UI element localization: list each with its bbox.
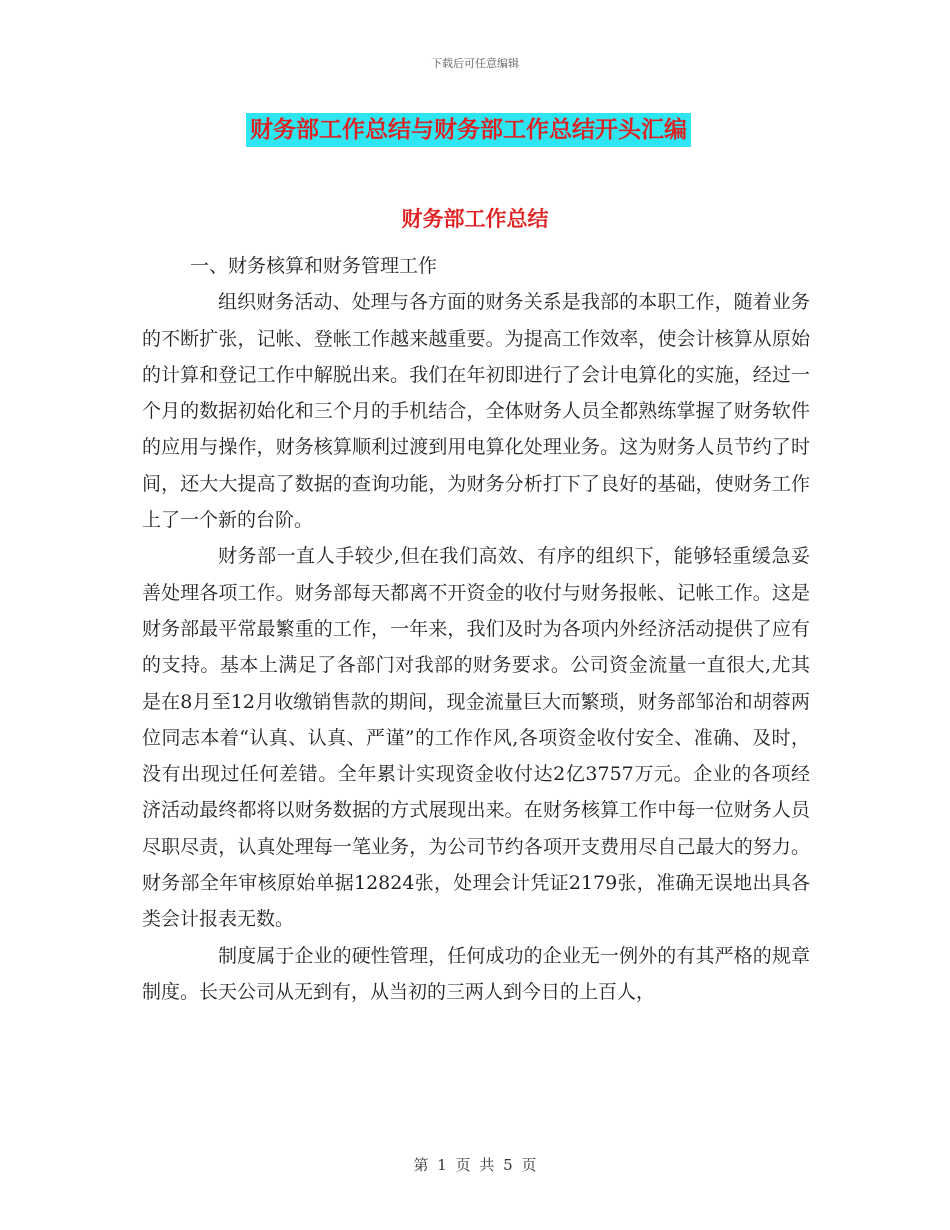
paragraph: 组织财务活动、处理与各方面的财务关系是我部的本职工作，随着业务的不断扩张，记帐、登帐工作越来越重要。为提高工作效率，使会计核算从原始的计算和登记工作中解脱出来。我们在年初即进行了会计电算化的实施，经过一个月的数据初始化和三个月的手机结合，全体财务人员全都熟练掌握了财务软件的应用与操作，财务核算顺利过渡到用电算化处理业务。这为财务人员节约了时间，还大大提高了数据的查询功能，为财务分析打下了良好的基础，使财务工作上了一个新的台阶。 <box>142 291 810 532</box>
page-footer: 第 1 页 共 5 页 <box>413 1156 537 1174</box>
header-note: 下载后可任意编辑 <box>431 57 519 70</box>
document-title: 财务部工作总结与财务部工作总结开头汇编 <box>246 113 691 147</box>
paragraph: 财务部一直人手较少,但在我们高效、有序的组织下，能够轻重缓急妥善处理各项工作。财务部每天都离不开资金的收付与财务报帐、记帐工作。这是财务部最平常最繁重的工作，一年来，我们及时为各项内外经济活动提供了应有的支持。基本上满足了各部门对我部的财务要求。公司资金流量一直很大,尤其是在8月至12月收缴销售款的期间，现金流量巨大而繁琐，财务部邹治和胡蓉两位同志本着“认真、认真、严谨”的工作作风,各项资金收付安全、准确、及时，没有出现过任何差错。全年累计实现资金收付达2亿3757万元。企业的各项经济活动最终都将以财务数据的方式展现出来。在财务核算工作中每一位财务人员尽职尽责，认真处理每一笔业务，为公司节约各项开支费用尽自己最大的努力。财务部全年审核原始单据12824张，处理会计凭证2179张，准确无误地出具各类会计报表无数。 <box>142 545 810 931</box>
section-heading: 一、财务核算和财务管理工作 <box>190 255 438 277</box>
document-body <box>142 248 810 1010</box>
paragraph: 制度属于企业的硬性管理，任何成功的企业无一例外的有其严格的规章制度。长天公司从无到有，从当初的三两人到今日的上百人， <box>142 944 810 1003</box>
section-title: 财务部工作总结 <box>401 207 549 231</box>
